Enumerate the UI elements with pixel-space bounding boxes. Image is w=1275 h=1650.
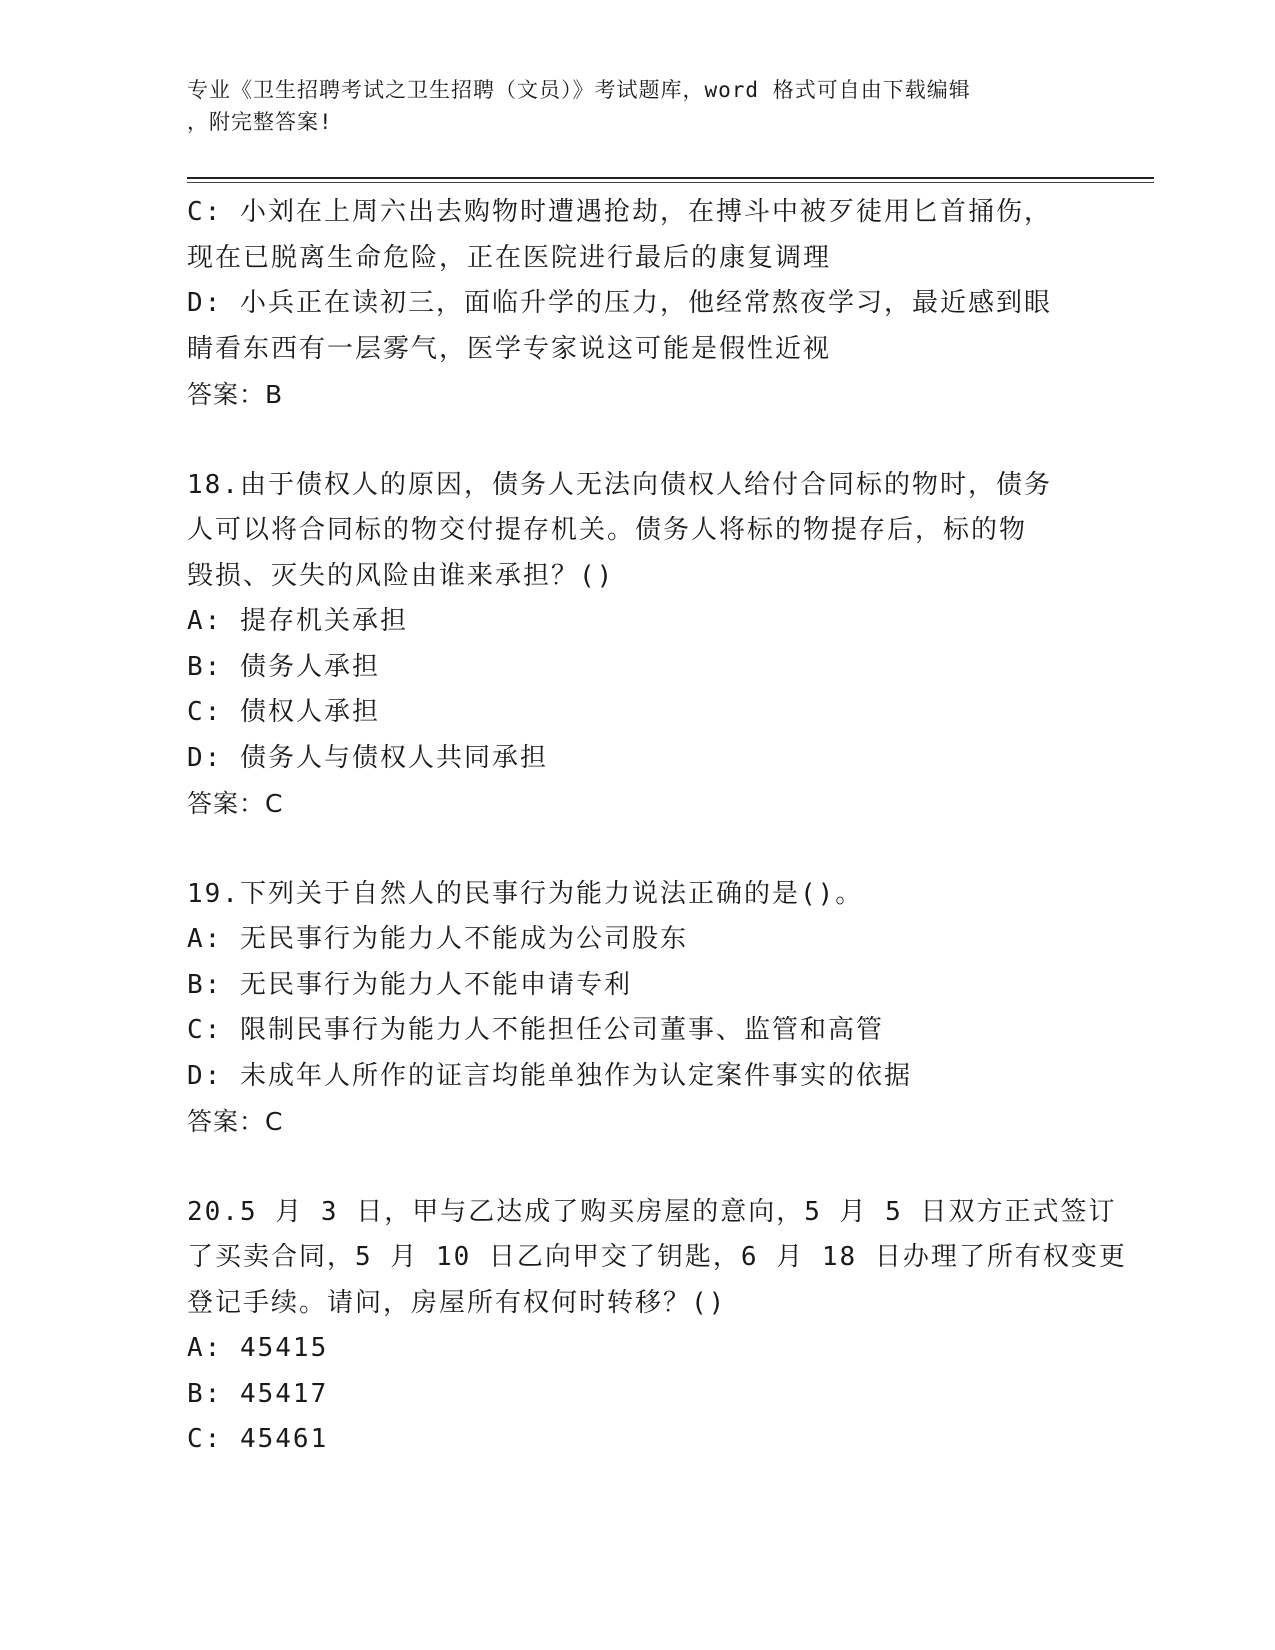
answer: 答案：B: [187, 380, 284, 409]
header-divider-thin: [187, 182, 1154, 183]
document-body: [187, 190, 1127, 1463]
option-d-line-1: D: 小兵正在读初三，面临升学的压力，他经常熬夜学习，最近感到眼: [187, 288, 1052, 318]
question-20: [187, 1190, 1127, 1463]
spacer: [187, 1145, 1087, 1190]
spacer: [187, 827, 1087, 872]
header-line-1: 专业《卫生招聘考试之卫生招聘（文员）》考试题库，word 格式可自由下载编辑: [187, 78, 971, 102]
question-text-line-2: 了买卖合同，5 月 10 日乙向甲交了钥匙，6 月 18 日办理了所有权变更: [187, 1242, 1127, 1272]
question-text-line-1: 18.由于债权人的原因，债务人无法向债权人给付合同标的物时，债务: [187, 469, 1052, 500]
option-b: B: 债务人承担: [187, 651, 380, 682]
question-17-tail: [187, 190, 1087, 418]
answer: 答案：C: [187, 789, 284, 818]
answer: 答案：C: [187, 1107, 284, 1136]
question-18: [187, 463, 1087, 827]
question-19: [187, 872, 1087, 1145]
option-a: A: 无民事行为能力人不能成为公司股东: [187, 924, 688, 954]
question-text-line-3: 登记手续。请问，房屋所有权何时转移？(): [187, 1287, 727, 1318]
question-text-line-1: 20.5 月 3 日，甲与乙达成了购买房屋的意向，5 月 5 日双方正式签订: [187, 1196, 1117, 1227]
document-header: [187, 74, 1067, 138]
question-text-line-2: 人可以将合同标的物交付提存机关。债务人将标的物提存后，标的物: [187, 515, 1028, 545]
option-b: B: 45417: [187, 1378, 329, 1409]
option-d: D: 未成年人所作的证言均能单独作为认定案件事实的依据: [187, 1060, 912, 1091]
option-a: A: 45415: [187, 1333, 329, 1363]
option-c: C: 债权人承担: [187, 697, 380, 727]
question-text-line-1: 19.下列关于自然人的民事行为能力说法正确的是()。: [187, 878, 864, 909]
question-text-line-3: 毁损、灭失的风险由谁来承担？(): [187, 560, 615, 591]
option-c: C: 限制民事行为能力人不能担任公司董事、监管和高管: [187, 1015, 884, 1045]
option-d: D: 债务人与债权人共同承担: [187, 742, 548, 773]
option-c-line-1: C: 小刘在上周六出去购物时遭遇抢劫，在搏斗中被歹徒用匕首捅伤，: [187, 197, 1052, 227]
spacer: [187, 418, 1087, 463]
header-divider-thick: [187, 177, 1154, 179]
option-d-line-2: 睛看东西有一层雾气，医学专家说这可能是假性近视: [187, 333, 832, 364]
option-b: B: 无民事行为能力人不能申请专利: [187, 969, 632, 1000]
option-c-line-2: 现在已脱离生命危险，正在医院进行最后的康复调理: [187, 242, 832, 273]
header-line-2: ，附完整答案!: [187, 110, 333, 134]
option-a: A: 提存机关承担: [187, 606, 408, 636]
option-c: C: 45461: [187, 1424, 329, 1454]
